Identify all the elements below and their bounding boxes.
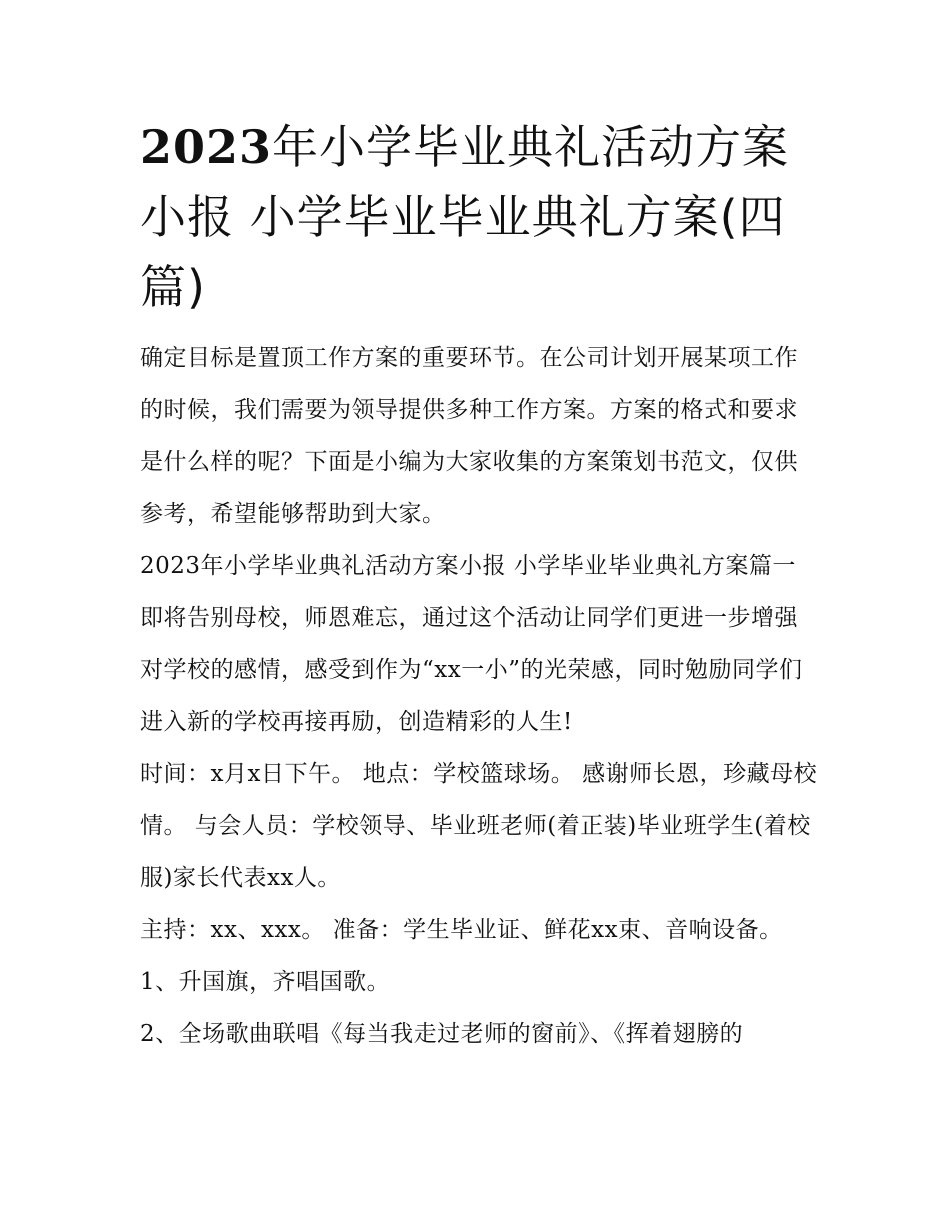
intro-paragraph: 确定目标是置顶工作方案的重要环节。在公司计划开展某项工作的时候，我们需要为领导提供多种工作方案。方案的格式和要求是什么样的呢？下面是小编为大家收集的方案策划书范文，仅供参考，希望能够帮助到大家。: [140, 345, 798, 527]
document-page: [140, 112, 820, 1060]
purpose-paragraph: 即将告别母校，师恩难忘，通过这个活动让同学们更进一步增强对学校的感情，感受到作为“xx一小”的光荣感，同时勉励同学们进入新的学校再接再励，创造精彩的人生!: [140, 605, 803, 735]
section-heading: 2023年小学毕业典礼活动方案小报 小学毕业毕业典礼方案篇一: [140, 553, 796, 579]
program-paragraph: 2、全场歌曲联唱《每当我走过老师的窗前》、《挥着翅膀的: [140, 1021, 744, 1047]
title-text: 年小学毕业典礼活动方案小报 小学毕业毕业典礼方案(四篇): [140, 120, 790, 314]
time-location-paragraph: 时间：x月x日下午。 地点：学校篮球场。 感谢师长恩，珍藏母校情。 与会人员：学校领导、毕业班老师(着正装)毕业班学生(着校服)家长代表xx人。: [140, 761, 818, 891]
host-preparation-paragraph: 主持：xx、xxx。 准备：学生毕业证、鲜花xx束、音响设备。 1、升国旗，齐唱国歌。: [140, 917, 783, 995]
title-year: 2023: [140, 120, 273, 174]
document-title: [140, 112, 820, 322]
